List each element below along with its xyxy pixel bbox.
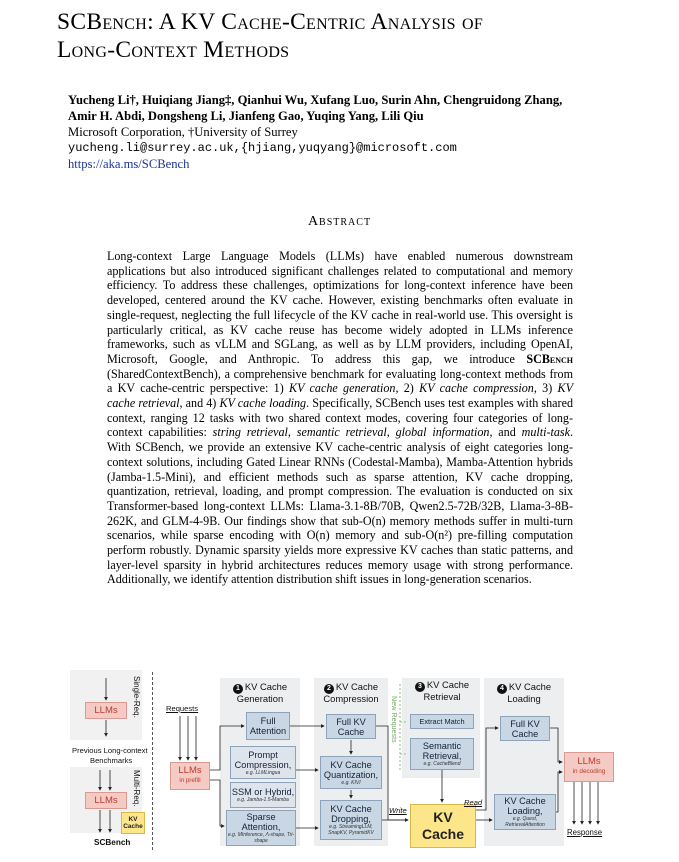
author-line-1: Yucheng Li†, Huiqiang Jiang‡, Qianhui Wu, Xufang Luo, Surin Ahn, Chengruidong Zhang, — [68, 93, 563, 107]
response-label: Response — [567, 828, 603, 837]
paper-title — [57, 8, 657, 64]
arrow — [210, 726, 244, 770]
llms-label: LLMs — [94, 704, 118, 716]
stage2-title-2: Compression — [323, 693, 379, 704]
llms-decoding-1: LLMs — [577, 756, 601, 767]
abstract-part: , and 4) — [179, 396, 220, 411]
kv-big-2: Cache — [421, 826, 465, 842]
box-text: KV Cache Loading, — [504, 796, 546, 816]
abstract-italic: global information — [395, 425, 490, 440]
stage1-title-2: Generation — [236, 693, 284, 704]
box-text: Full KV Cache — [510, 718, 540, 739]
author-line-2: Amir H. Abdi, Dongsheng Li, Jianfeng Gao, Yuqing Yang, Lili Qiu — [68, 109, 424, 123]
llms-decoding-2: in decoding — [572, 768, 606, 775]
llms-prefill-2: in prefill — [179, 777, 201, 784]
box-sub: e.g. LLMLingua — [245, 769, 281, 776]
kv-small-1: KV — [128, 816, 138, 823]
box-text: Full Attention — [249, 716, 287, 736]
kv-big-1: KV — [433, 809, 453, 825]
author-block — [68, 92, 648, 172]
abstract-part: Long-context Large Language Models (LLMs) have enabled numerous downstream applications but also introduced significant challenges related to computational and memory efficiency. To address these challenges, optimizations for long-context inference have been developed, centered around the KV cache. However, existing benchmarks often evaluate in single-request, neglecting the full lifecycle of the KV cache in real-world use. This oversight is particularly critical, as KV cache reuse has become widely adopted in LLMs inference frameworks, such as vLLM and SGLang, as well as by LLM providers, including OpenAI, Microsoft, Google, and Anthropic. To address this gap, we introduce — [107, 249, 573, 366]
abstract-italic: KV cache generation — [289, 381, 396, 396]
box-text: Sparse Attention, — [241, 812, 281, 832]
new-requests-label: New Requests — [390, 696, 399, 743]
abstract-italic: multi-task — [521, 425, 570, 440]
read-label: Read — [464, 798, 483, 807]
abstract-italic: KV cache loading — [219, 396, 307, 411]
kv-small-2: Cache — [123, 823, 143, 830]
title-line-2: Long-Context Methods — [57, 37, 290, 63]
abstract-part: , 3) — [533, 381, 558, 396]
abstract-heading: Abstract — [307, 214, 372, 229]
prev-benchmarks-label-1: Previous Long-context — [72, 746, 148, 755]
stage1-number: 1 — [233, 684, 243, 694]
box-text: Prompt Compression, — [234, 749, 292, 770]
stage3-title-1: KV Cache — [426, 679, 470, 690]
box-sub: e.g. StreamingLLM, SnapKV, PyramidKV — [328, 824, 374, 836]
abstract-scbench: SCBench — [526, 351, 573, 366]
abstract-text — [107, 249, 573, 587]
box-text: KV Cache Dropping, — [330, 804, 372, 824]
stage1-title-1: KV Cache — [244, 681, 288, 692]
box-text: SSM or Hybrid, — [231, 787, 295, 797]
llms-label: LLMs — [94, 794, 118, 806]
emails: yucheng.li@surrey.ac.uk,{hjiang,yuqyang}@microsoft.com — [68, 141, 457, 155]
abstract-part: (SharedContextBench), — [107, 366, 221, 381]
box-sub: e.g. CacheBlend — [423, 761, 461, 767]
arrow — [556, 772, 562, 812]
box-sub: e.g. MInference, Λ-shape, Tri-shape — [227, 832, 295, 844]
abstract-italic: KV cache compression — [419, 381, 534, 396]
abstract-italic: KV cache retrieval — [107, 381, 573, 411]
arrow — [376, 726, 408, 820]
affiliation: Microsoft Corporation, †University of Surrey — [68, 125, 298, 139]
box-text: KV Cache Quantization, — [323, 759, 379, 780]
connector-lines — [100, 678, 601, 832]
stage4-title-2: Loading — [507, 693, 541, 704]
arrow — [550, 728, 562, 762]
stage2-title-1: KV Cache — [335, 681, 379, 692]
requests-label: Requests — [166, 704, 199, 713]
llms-prefill-1: LLMs — [178, 765, 202, 776]
arrow — [476, 728, 498, 810]
box-text: Semantic Retrieval, — [422, 741, 462, 761]
prev-benchmarks-label-2: Benchmarks — [90, 756, 133, 765]
write-label: Write — [389, 806, 407, 815]
stage2-number: 2 — [324, 684, 334, 694]
project-link[interactable]: https://aka.ms/SCBench — [68, 157, 190, 171]
single-req-label: Single-Req. — [132, 676, 141, 718]
stage4-number: 4 — [497, 684, 507, 694]
stage3-title-2: Retrieval — [423, 691, 461, 702]
abstract-part: a comprehensive benchmark for evaluating long-context methods from a KV cache-centric perspective: 1) — [107, 366, 573, 396]
scbench-label: SCBench — [94, 838, 131, 847]
title-line-1: SCBench: A KV Cache-Centric Analysis of — [57, 9, 484, 35]
abstract-part: , and — [489, 425, 522, 440]
box-sub: e.g. Jamba-1.5-Mamba — [237, 797, 289, 803]
abstract-italic: string retrieval — [212, 425, 288, 440]
abstract-italic: semantic retrieval — [296, 425, 387, 440]
abstract-part: , — [287, 425, 297, 440]
multi-req-label: Multi-Req. — [132, 770, 141, 807]
new-request-lines — [400, 684, 408, 770]
abstract-part: , 2) — [395, 381, 420, 396]
box-text: Full KV Cache — [336, 716, 366, 737]
stage4-title-1: KV Cache — [508, 681, 552, 692]
abstract-part: , — [386, 425, 396, 440]
box-sub: e.g. KIVI — [341, 779, 361, 786]
arrow — [210, 780, 224, 826]
scbench-figure — [70, 670, 630, 855]
box-text: Extract Match — [419, 716, 465, 726]
box-sub: e.g. Quest, RetrievalAttention — [505, 816, 545, 828]
figure-arrows — [70, 670, 630, 855]
stage3-number: 3 — [415, 682, 425, 692]
abstract-part: . Specifically, SCBench uses test examples with shared context, ranging 12 tasks with two shared context modes, covering four categories of long-context capabilities: — [107, 396, 573, 440]
abstract-part: . With SCBench, we provide an extensive KV cache-centric analysis of eight categories long-context solutions, including Gated Linear RNNs (Codestal-Mamba), Mamba-Attention hybrids (Jamba-1.5-Mini), and efficient methods such as sparse attention, KV cache dropping, quantization, retrieval, loading, and prompt compression. The evaluation is conducted on six Transformer-based long-context LLMs: Llama-3.1-8B/70B, Qwen2.5-72B/32B, Llama-3-8B-262K, and GLM-4-9B. Our findings show that sub-O(n) memory methods suffer in multi-turn scenarios, while sparse encoding with O(n) memory and sub-O(n²) pre-filling computation perform robustly. Dynamic sparsity yields more expressive KV caches than static patterns, and layer-level sparsity in hybrid architectures reduces memory usage with strong performance. Additionally, we identify attention distribution shift issues in long-generation scenarios. — [107, 425, 573, 587]
